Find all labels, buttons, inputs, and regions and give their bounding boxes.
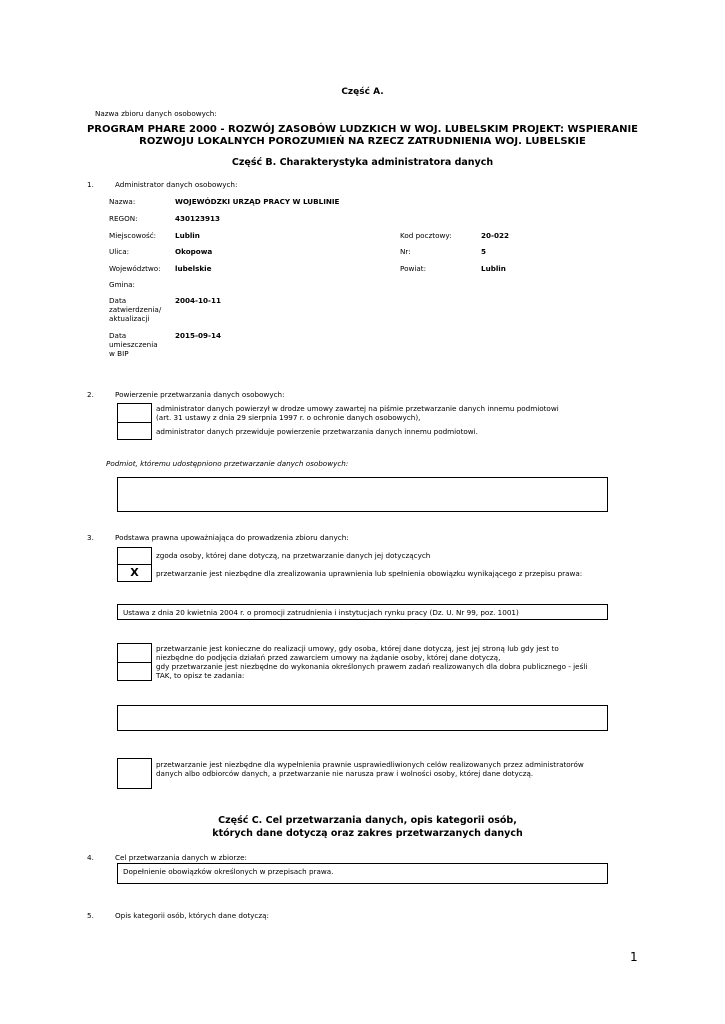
section-4-number: 4.: [87, 853, 94, 862]
s3-option4-checkbox[interactable]: [117, 662, 152, 681]
powiat-value: Lublin: [481, 264, 506, 273]
s2-option1-text-1: administrator danych powierzył w drodze umowy zawartej na piśmie przetwarzanie danych innemu podmiotowi: [156, 404, 559, 413]
section-1-label: Administrator danych osobowych:: [115, 180, 238, 189]
ulica-label: Ulica:: [109, 247, 130, 256]
data-bip-label-1: Data: [109, 331, 127, 340]
page-number: 1: [630, 950, 638, 964]
kod-label: Kod pocztowy:: [400, 231, 452, 240]
nr-value: 5: [481, 247, 487, 256]
s3-option2-text: przetwarzanie jest niezbędne dla zrealizowania uprawnienia lub spełnienia obowiązku wynikającego z przepisu prawa:: [156, 569, 583, 578]
miejscowosc-label: Miejscowość:: [109, 231, 157, 240]
woj-label: Województwo:: [109, 264, 161, 273]
data-bip-label-3: w BIP: [109, 349, 129, 358]
s3-law-text: Ustawa z dnia 20 kwietnia 2004 r. o promocji zatrudnienia i instytucjach rynku pracy (Dz. U. Nr 99, poz. 1001): [123, 608, 519, 617]
s3-option4-text-1: gdy przetwarzanie jest niezbędne do wykonania określonych prawem zadań realizowanych dla dobra publicznego - jeśli: [156, 662, 588, 671]
s3-option5-text-2: danych albo odbiorców danych, a przetwarzanie nie narusza praw i wolności osoby, której dane dotyczą.: [156, 769, 534, 778]
section-2-label: Powierzenie przetwarzania danych osobowych:: [115, 390, 285, 399]
s3-law-field[interactable]: [117, 604, 608, 620]
part-c-heading-2: których dane dotyczą oraz zakres przetwarzanych danych: [212, 828, 523, 839]
regon-label: REGON:: [109, 214, 138, 223]
powiat-label: Powiat:: [400, 264, 426, 273]
set-name-line1: PROGRAM PHARE 2000 - ROZWÓJ ZASOBÓW LUDZKICH W WOJ. LUBELSKIM PROJEKT: WSPIERANIE: [86, 124, 639, 135]
part-c-heading-1: Część C. Cel przetwarzania danych, opis kategorii osób,: [218, 815, 517, 826]
miejscowosc-value: Lublin: [175, 231, 200, 240]
nazwa-label: Nazwa:: [109, 197, 136, 206]
s3-option4-text-2: TAK, to opisz te zadania:: [156, 671, 245, 680]
s2-option2-checkbox[interactable]: [117, 422, 152, 440]
section-1-number: 1.: [87, 180, 94, 189]
kod-value: 20-022: [481, 231, 509, 240]
nr-label: Nr:: [400, 247, 411, 256]
s2-option1-text-2: (art. 31 ustawy z dnia 29 sierpnia 1997 r. o ochronie danych osobowych),: [156, 413, 421, 422]
s2-option2-text: administrator danych przewiduje powierzenie przetwarzania danych innemu podmiotowi.: [156, 427, 478, 436]
set-name-line2: ROZWOJU LOKALNYCH POROZUMIEŃ NA RZECZ ZATRUDNIENIA WOJ. LUBELSKIE: [139, 136, 586, 147]
s3-tasks-field[interactable]: [117, 705, 608, 731]
section-2-number: 2.: [87, 390, 94, 399]
s3-option1-text: zgoda osoby, której dane dotyczą, na przetwarzanie danych jej dotyczących: [156, 551, 431, 560]
s2-option1-checkbox[interactable]: [117, 403, 152, 423]
s4-purpose-text: Dopełnienie obowiązków określonych w przepisach prawa.: [123, 867, 334, 876]
s3-option1-checkbox[interactable]: [117, 547, 152, 565]
part-b-heading: Część B. Charakterystyka administratora danych: [231, 157, 494, 168]
data-zatw-label-3: aktualizacji: [109, 314, 150, 323]
s4-purpose-field[interactable]: [117, 863, 608, 884]
data-zatw-label-1: Data: [109, 296, 127, 305]
section-4-label: Cel przetwarzania danych w zbiorze:: [115, 853, 247, 862]
section-5-label: Opis kategorii osób, których dane dotyczą:: [115, 911, 269, 920]
section-5-number: 5.: [87, 911, 94, 920]
regon-value: 430123913: [175, 214, 221, 223]
data-bip-label-2: umieszczenia: [109, 340, 158, 349]
data-zatw-label-2: zatwierdzenia/: [109, 305, 162, 314]
s3-option5-checkbox[interactable]: [117, 758, 152, 789]
data-zatw-value: 2004-10-11: [175, 296, 221, 305]
section-3-label: Podstawa prawna upoważniająca do prowadzenia zbioru danych:: [115, 533, 349, 542]
s3-option3-text-2: niezbędne do podjęcia działań przed zawarciem umowy na żądanie osoby, której dane dotyczą,: [156, 653, 501, 662]
part-a-heading: Część A.: [341, 87, 384, 97]
gmina-label: Gmina:: [109, 280, 135, 289]
nazwa-value: WOJEWÓDZKI URZĄD PRACY W LUBLINIE: [175, 197, 340, 206]
set-name-label: Nazwa zbioru danych osobowych:: [95, 109, 217, 118]
ulica-value: Okopowa: [175, 247, 213, 256]
section-3-number: 3.: [87, 533, 94, 542]
s3-option3-checkbox[interactable]: [117, 643, 152, 663]
woj-value: lubelskie: [175, 264, 212, 273]
s2-entity-label: Podmiot, któremu udostępniono przetwarzanie danych osobowych:: [106, 459, 349, 468]
data-bip-value: 2015-09-14: [175, 331, 221, 340]
s3-option3-text-1: przetwarzanie jest konieczne do realizacji umowy, gdy osoba, której dane dotyczą, jest jej stroną lub gdy jest to: [156, 644, 559, 653]
s3-option2-checkbox[interactable]: X: [117, 564, 152, 582]
s2-entity-field[interactable]: [117, 477, 608, 512]
s3-option5-text-1: przetwarzanie jest niezbędne dla wypełnienia prawnie usprawiedliwionych celów realizowanych przez administratorów: [156, 760, 584, 769]
